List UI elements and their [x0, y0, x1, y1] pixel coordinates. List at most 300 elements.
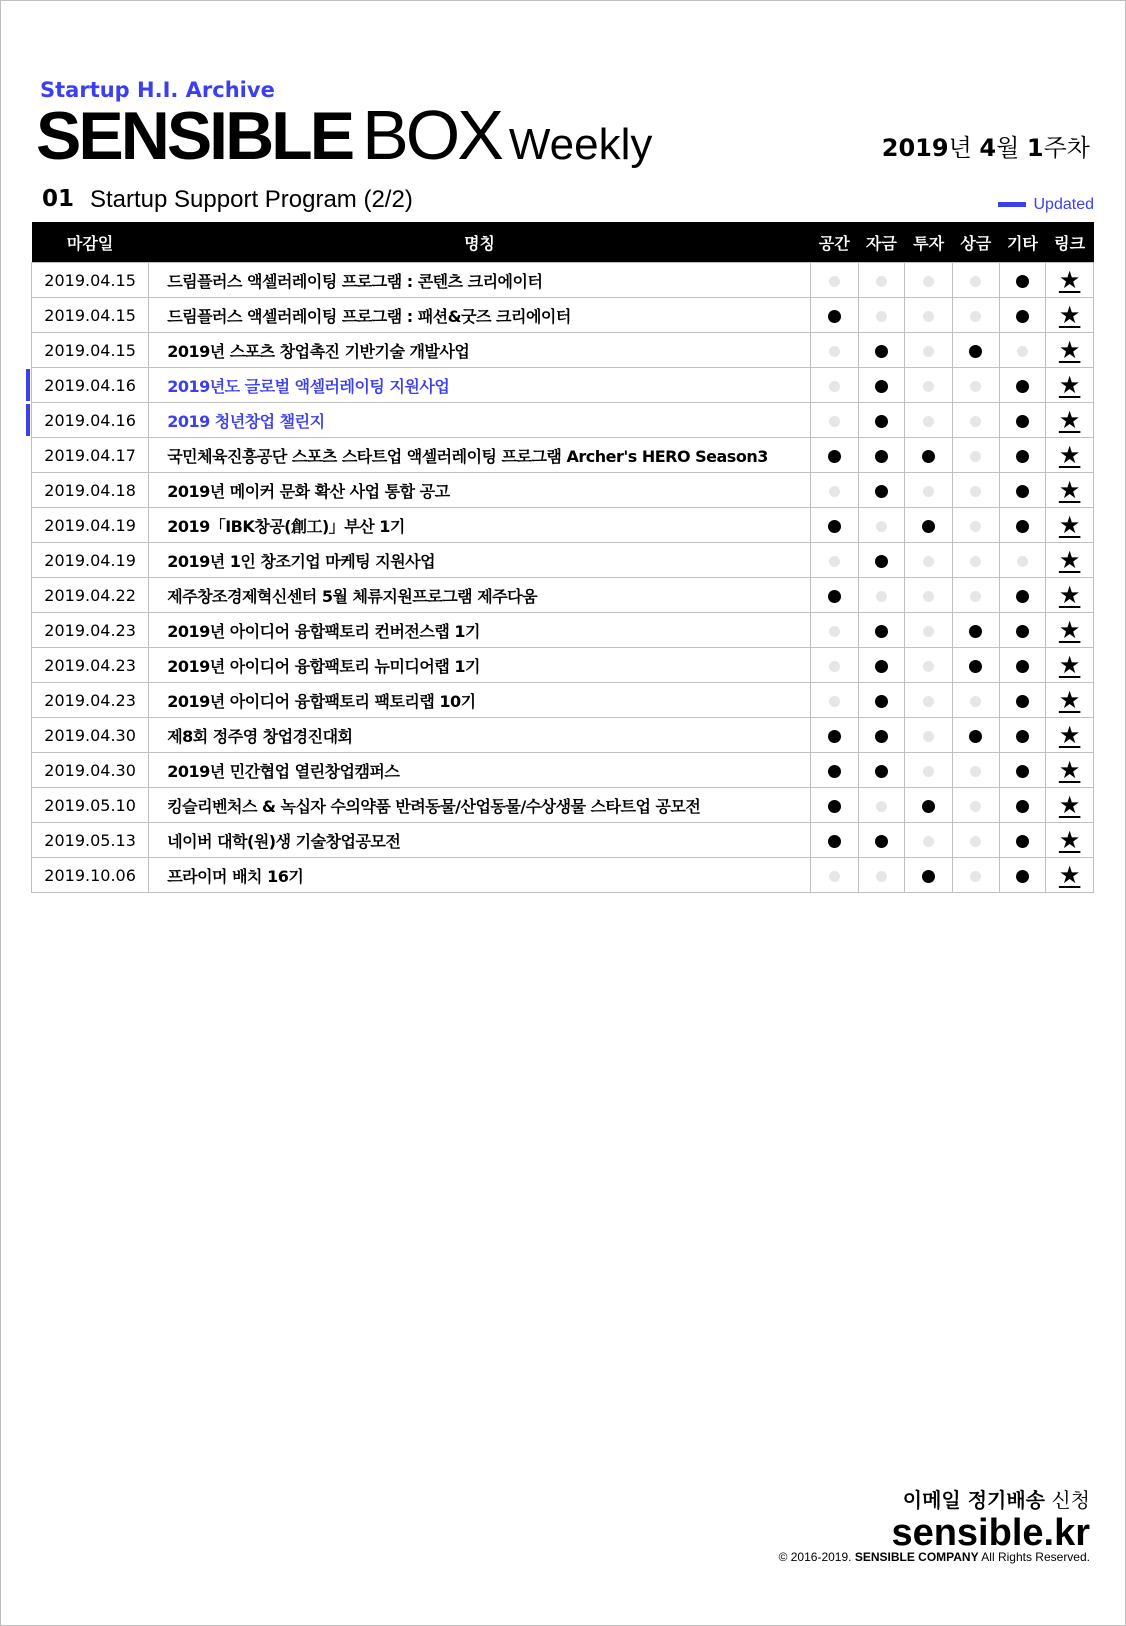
filled-dot-icon: [969, 345, 982, 358]
issue-month: 4: [979, 134, 997, 162]
link-cell[interactable]: [1046, 718, 1094, 753]
table-row: [32, 613, 1094, 648]
copyright: [779, 1550, 1090, 1564]
empty-dot-icon: [923, 276, 934, 287]
mark-cell-investment: [905, 683, 953, 718]
deadline-cell: 2019.04.15: [32, 298, 149, 333]
program-name-cell: 제8회 정주영 창업경진대회: [149, 718, 811, 753]
empty-dot-icon: [970, 451, 981, 462]
link-cell[interactable]: [1046, 438, 1094, 473]
program-name-cell: 2019년 스포츠 창업촉진 기반기술 개발사업: [149, 333, 811, 368]
filled-dot-icon: [875, 485, 888, 498]
link-cell[interactable]: [1046, 543, 1094, 578]
program-name-cell: 2019년 1인 창조기업 마케팅 지원사업: [149, 543, 811, 578]
deadline-cell: 2019.04.22: [32, 578, 149, 613]
mark-cell-funding: [858, 718, 905, 753]
mark-cell-investment: [905, 473, 953, 508]
filled-dot-icon: [875, 555, 888, 568]
empty-dot-icon: [923, 766, 934, 777]
filled-dot-icon: [828, 835, 841, 848]
filled-dot-icon: [969, 730, 982, 743]
col-header-name: 명칭: [149, 222, 811, 263]
link-cell[interactable]: [1046, 613, 1094, 648]
deadline-cell: 2019.04.15: [32, 333, 149, 368]
mark-cell-prize: [952, 368, 999, 403]
empty-dot-icon: [829, 416, 840, 427]
mark-cell-funding: [858, 823, 905, 858]
empty-dot-icon: [1017, 556, 1028, 567]
mark-cell-funding: [858, 858, 905, 893]
mark-cell-investment: [905, 858, 953, 893]
program-name-cell: 제주창조경제혁신센터 5월 체류지원프로그램 제주다움: [149, 578, 811, 613]
empty-dot-icon: [970, 871, 981, 882]
empty-dot-icon: [876, 801, 887, 812]
filled-dot-icon: [875, 380, 888, 393]
mark-cell-space: [810, 753, 858, 788]
mark-cell-etc: [999, 543, 1046, 578]
mark-cell-space: [810, 858, 858, 893]
link-cell[interactable]: [1046, 473, 1094, 508]
link-cell[interactable]: [1046, 333, 1094, 368]
mark-cell-funding: [858, 438, 905, 473]
empty-dot-icon: [829, 276, 840, 287]
masthead: [36, 96, 653, 174]
mark-cell-investment: [905, 613, 953, 648]
filled-dot-icon: [922, 870, 935, 883]
empty-dot-icon: [829, 696, 840, 707]
filled-dot-icon: [922, 800, 935, 813]
deadline-cell: 2019.04.30: [32, 718, 149, 753]
mark-cell-prize: [952, 333, 999, 368]
empty-dot-icon: [970, 521, 981, 532]
mark-cell-funding: [858, 683, 905, 718]
mark-cell-space: [810, 543, 858, 578]
subscribe-bold: 이메일 정기배송: [902, 1488, 1045, 1512]
empty-dot-icon: [970, 276, 981, 287]
filled-dot-icon: [875, 450, 888, 463]
empty-dot-icon: [829, 871, 840, 882]
copyright-prefix: © 2016-2019.: [778, 1550, 855, 1564]
company-name: SENSIBLE COMPANY: [854, 1550, 979, 1564]
link-cell[interactable]: [1046, 683, 1094, 718]
link-cell[interactable]: [1046, 648, 1094, 683]
empty-dot-icon: [970, 486, 981, 497]
filled-dot-icon: [969, 625, 982, 638]
empty-dot-icon: [970, 801, 981, 812]
star-link-icon[interactable]: ★: [1058, 266, 1081, 294]
filled-dot-icon: [1016, 870, 1029, 883]
mark-cell-funding: [858, 263, 905, 298]
empty-dot-icon: [923, 381, 934, 392]
deadline-cell: 2019.04.16: [32, 368, 149, 403]
mark-cell-prize: [952, 578, 999, 613]
empty-dot-icon: [923, 731, 934, 742]
star-link-icon[interactable]: ★: [1058, 301, 1081, 329]
link-cell[interactable]: [1046, 788, 1094, 823]
star-link-icon[interactable]: ★: [1058, 406, 1081, 434]
star-link-icon[interactable]: ★: [1058, 686, 1081, 714]
table-row: [32, 263, 1094, 298]
filled-dot-icon: [1016, 835, 1029, 848]
filled-dot-icon: [1016, 800, 1029, 813]
filled-dot-icon: [875, 835, 888, 848]
empty-dot-icon: [829, 346, 840, 357]
table-row: [32, 858, 1094, 893]
deadline-cell: 2019.04.16: [32, 403, 149, 438]
mark-cell-investment: [905, 788, 953, 823]
mark-cell-funding: [858, 578, 905, 613]
mark-cell-etc: [999, 333, 1046, 368]
program-name-cell: 킹슬리벤처스 & 녹십자 수의약품 반려동물/산업동물/수상생물 스타트업 공모전: [149, 788, 811, 823]
table-row: [32, 578, 1094, 613]
empty-dot-icon: [1017, 346, 1028, 357]
program-name-cell: 2019 청년창업 챌린지: [149, 403, 811, 438]
star-link-icon[interactable]: ★: [1058, 791, 1081, 819]
empty-dot-icon: [923, 416, 934, 427]
table-row: [32, 648, 1094, 683]
deadline-cell: 2019.04.23: [32, 613, 149, 648]
table-row: [32, 543, 1094, 578]
mark-cell-space: [810, 298, 858, 333]
filled-dot-icon: [875, 730, 888, 743]
issue-month-suffix: 월: [996, 134, 1027, 162]
col-header-link: 링크: [1046, 222, 1094, 263]
mark-cell-funding: [858, 788, 905, 823]
empty-dot-icon: [923, 486, 934, 497]
mark-cell-etc: [999, 473, 1046, 508]
mark-cell-investment: [905, 333, 953, 368]
mark-cell-etc: [999, 508, 1046, 543]
table-row: [32, 823, 1094, 858]
mark-cell-space: [810, 823, 858, 858]
mark-cell-investment: [905, 543, 953, 578]
mark-cell-space: [810, 718, 858, 753]
mark-cell-etc: [999, 368, 1046, 403]
filled-dot-icon: [1016, 590, 1029, 603]
mark-cell-funding: [858, 753, 905, 788]
mark-cell-funding: [858, 648, 905, 683]
empty-dot-icon: [876, 871, 887, 882]
mark-cell-investment: [905, 753, 953, 788]
program-name-cell: 2019년 민간협업 열린창업캠퍼스: [149, 753, 811, 788]
mark-cell-funding: [858, 613, 905, 648]
mark-cell-prize: [952, 753, 999, 788]
mark-cell-prize: [952, 508, 999, 543]
program-name-cell: 드림플러스 액셀러레이팅 프로그램 : 콘텐츠 크리에이터: [149, 263, 811, 298]
program-name-cell: 2019년 아이디어 융합팩토리 뉴미디어랩 1기: [149, 648, 811, 683]
filled-dot-icon: [1016, 380, 1029, 393]
empty-dot-icon: [876, 591, 887, 602]
brand-weekly: Weekly: [508, 120, 653, 169]
empty-dot-icon: [923, 556, 934, 567]
star-link-icon[interactable]: ★: [1058, 511, 1081, 539]
link-cell[interactable]: [1046, 508, 1094, 543]
mark-cell-etc: [999, 613, 1046, 648]
filled-dot-icon: [922, 520, 935, 533]
filled-dot-icon: [875, 695, 888, 708]
mark-cell-etc: [999, 648, 1046, 683]
mark-cell-space: [810, 613, 858, 648]
issue-week: 1: [1026, 134, 1044, 162]
col-header-funding: 자금: [858, 222, 905, 263]
filled-dot-icon: [875, 345, 888, 358]
deadline-cell: 2019.10.06: [32, 858, 149, 893]
empty-dot-icon: [970, 766, 981, 777]
empty-dot-icon: [970, 591, 981, 602]
mark-cell-etc: [999, 578, 1046, 613]
filled-dot-icon: [828, 730, 841, 743]
mark-cell-funding: [858, 368, 905, 403]
empty-dot-icon: [829, 661, 840, 672]
mark-cell-investment: [905, 298, 953, 333]
mark-cell-prize: [952, 683, 999, 718]
filled-dot-icon: [1016, 765, 1029, 778]
empty-dot-icon: [876, 311, 887, 322]
program-table: [31, 222, 1094, 893]
empty-dot-icon: [876, 276, 887, 287]
site-link[interactable]: sensible.kr: [891, 1512, 1090, 1554]
mark-cell-space: [810, 788, 858, 823]
mark-cell-funding: [858, 333, 905, 368]
mark-cell-prize: [952, 823, 999, 858]
col-header-investment: 투자: [905, 222, 953, 263]
link-cell[interactable]: [1046, 578, 1094, 613]
mark-cell-space: [810, 438, 858, 473]
filled-dot-icon: [1016, 485, 1029, 498]
table-row: [32, 368, 1094, 403]
filled-dot-icon: [828, 310, 841, 323]
table-row: [32, 473, 1094, 508]
filled-dot-icon: [875, 625, 888, 638]
mark-cell-funding: [858, 298, 905, 333]
deadline-cell: 2019.04.19: [32, 508, 149, 543]
brand-sensible: SENSIBLE: [36, 98, 353, 174]
table-row: [32, 333, 1094, 368]
mark-cell-etc: [999, 298, 1046, 333]
mark-cell-etc: [999, 438, 1046, 473]
deadline-cell: 2019.04.23: [32, 648, 149, 683]
mark-cell-investment: [905, 648, 953, 683]
mark-cell-funding: [858, 508, 905, 543]
mark-cell-space: [810, 683, 858, 718]
empty-dot-icon: [923, 591, 934, 602]
link-cell[interactable]: [1046, 263, 1094, 298]
table-row: [32, 508, 1094, 543]
deadline-cell: 2019.04.30: [32, 753, 149, 788]
star-link-icon[interactable]: ★: [1058, 581, 1081, 609]
filled-dot-icon: [875, 765, 888, 778]
star-link-icon[interactable]: ★: [1058, 616, 1081, 644]
col-header-deadline: 마감일: [32, 222, 149, 263]
program-name-cell: 드림플러스 액셀러레이팅 프로그램 : 패션&굿즈 크리에이터: [149, 298, 811, 333]
program-name-cell: 프라이머 배치 16기: [149, 858, 811, 893]
star-link-icon[interactable]: ★: [1058, 861, 1081, 889]
filled-dot-icon: [875, 660, 888, 673]
section-number: 01: [42, 186, 75, 212]
mark-cell-investment: [905, 403, 953, 438]
empty-dot-icon: [970, 556, 981, 567]
mark-cell-investment: [905, 823, 953, 858]
updated-bar-icon: [998, 202, 1026, 207]
empty-dot-icon: [970, 836, 981, 847]
filled-dot-icon: [1016, 695, 1029, 708]
issue-year-suffix: 년: [948, 134, 980, 162]
filled-dot-icon: [1016, 660, 1029, 673]
link-cell[interactable]: [1046, 858, 1094, 893]
mark-cell-etc: [999, 788, 1046, 823]
program-name-cell: 국민체육진흥공단 스포츠 스타트업 액셀러레이팅 프로그램 Archer's HERO Season3: [149, 438, 811, 473]
deadline-cell: 2019.05.13: [32, 823, 149, 858]
empty-dot-icon: [876, 521, 887, 532]
empty-dot-icon: [829, 486, 840, 497]
table-row: [32, 788, 1094, 823]
filled-dot-icon: [875, 415, 888, 428]
program-name-cell: 네이버 대학(원)생 기술창업공모전: [149, 823, 811, 858]
mark-cell-etc: [999, 753, 1046, 788]
deadline-cell: 2019.04.15: [32, 263, 149, 298]
empty-dot-icon: [970, 311, 981, 322]
mark-cell-funding: [858, 543, 905, 578]
empty-dot-icon: [923, 661, 934, 672]
star-link-icon[interactable]: ★: [1058, 546, 1081, 574]
mark-cell-investment: [905, 368, 953, 403]
empty-dot-icon: [923, 626, 934, 637]
updated-label: Updated: [1033, 196, 1094, 213]
empty-dot-icon: [923, 696, 934, 707]
subscribe-text[interactable]: [903, 1484, 1090, 1513]
mark-cell-funding: [858, 473, 905, 508]
mark-cell-space: [810, 578, 858, 613]
mark-cell-etc: [999, 718, 1046, 753]
col-header-etc: 기타: [999, 222, 1046, 263]
mark-cell-etc: [999, 263, 1046, 298]
star-link-icon[interactable]: ★: [1058, 476, 1081, 504]
mark-cell-prize: [952, 298, 999, 333]
subscribe-light: 신청: [1045, 1488, 1090, 1512]
link-cell[interactable]: [1046, 823, 1094, 858]
filled-dot-icon: [969, 660, 982, 673]
mark-cell-etc: [999, 683, 1046, 718]
mark-cell-prize: [952, 858, 999, 893]
mark-cell-prize: [952, 788, 999, 823]
col-header-space: 공간: [810, 222, 858, 263]
star-link-icon[interactable]: ★: [1058, 651, 1081, 679]
program-name-cell: 2019년 아이디어 융합팩토리 컨버전스랩 1기: [149, 613, 811, 648]
mark-cell-investment: [905, 718, 953, 753]
empty-dot-icon: [829, 626, 840, 637]
mark-cell-space: [810, 508, 858, 543]
empty-dot-icon: [829, 556, 840, 567]
deadline-cell: 2019.05.10: [32, 788, 149, 823]
filled-dot-icon: [1016, 275, 1029, 288]
star-link-icon[interactable]: ★: [1058, 826, 1081, 854]
issue-week-suffix: 주차: [1043, 134, 1090, 162]
mark-cell-space: [810, 473, 858, 508]
filled-dot-icon: [828, 765, 841, 778]
mark-cell-prize: [952, 473, 999, 508]
col-header-prize: 상금: [952, 222, 999, 263]
mark-cell-space: [810, 333, 858, 368]
star-link-icon[interactable]: ★: [1058, 756, 1081, 784]
empty-dot-icon: [970, 416, 981, 427]
deadline-cell: 2019.04.19: [32, 543, 149, 578]
empty-dot-icon: [923, 836, 934, 847]
archive-label: Startup H.I. Archive: [40, 78, 275, 102]
mark-cell-space: [810, 648, 858, 683]
mark-cell-etc: [999, 858, 1046, 893]
mark-cell-funding: [858, 403, 905, 438]
mark-cell-prize: [952, 438, 999, 473]
filled-dot-icon: [828, 450, 841, 463]
mark-cell-prize: [952, 403, 999, 438]
link-cell[interactable]: [1046, 753, 1094, 788]
mark-cell-etc: [999, 403, 1046, 438]
mark-cell-investment: [905, 438, 953, 473]
filled-dot-icon: [922, 450, 935, 463]
copyright-rights: All Rights Reserved.: [978, 1550, 1090, 1564]
issue-year: 2019: [881, 134, 949, 162]
star-link-icon[interactable]: ★: [1058, 336, 1081, 364]
table-row: [32, 718, 1094, 753]
filled-dot-icon: [1016, 730, 1029, 743]
program-name-cell: 2019년도 글로벌 액셀러레이팅 지원사업: [149, 368, 811, 403]
deadline-cell: 2019.04.17: [32, 438, 149, 473]
section-header: [42, 186, 1094, 216]
star-link-icon[interactable]: ★: [1058, 721, 1081, 749]
mark-cell-investment: [905, 578, 953, 613]
section-title: Startup Support Program (2/2): [90, 186, 413, 213]
link-cell[interactable]: [1046, 368, 1094, 403]
mark-cell-space: [810, 403, 858, 438]
mark-cell-prize: [952, 263, 999, 298]
mark-cell-investment: [905, 508, 953, 543]
filled-dot-icon: [828, 520, 841, 533]
link-cell[interactable]: [1046, 403, 1094, 438]
table-header-row: [32, 222, 1094, 263]
mark-cell-investment: [905, 263, 953, 298]
star-link-icon[interactable]: ★: [1058, 441, 1081, 469]
filled-dot-icon: [828, 590, 841, 603]
table-row: [32, 753, 1094, 788]
table-row: [32, 403, 1094, 438]
table-row: [32, 298, 1094, 333]
deadline-cell: 2019.04.18: [32, 473, 149, 508]
empty-dot-icon: [970, 696, 981, 707]
program-name-cell: 2019「IBK창공(創工)」부산 1기: [149, 508, 811, 543]
star-link-icon[interactable]: ★: [1058, 371, 1081, 399]
filled-dot-icon: [1016, 520, 1029, 533]
brand-box: BOX: [362, 96, 501, 174]
filled-dot-icon: [1016, 415, 1029, 428]
filled-dot-icon: [1016, 450, 1029, 463]
deadline-cell: 2019.04.23: [32, 683, 149, 718]
filled-dot-icon: [1016, 625, 1029, 638]
mark-cell-space: [810, 263, 858, 298]
mark-cell-prize: [952, 543, 999, 578]
empty-dot-icon: [923, 346, 934, 357]
updated-legend: [998, 196, 1095, 214]
empty-dot-icon: [829, 381, 840, 392]
mark-cell-prize: [952, 648, 999, 683]
table-row: [32, 438, 1094, 473]
mark-cell-prize: [952, 718, 999, 753]
link-cell[interactable]: [1046, 298, 1094, 333]
filled-dot-icon: [828, 800, 841, 813]
issue-date: [882, 128, 1090, 163]
table-row: [32, 683, 1094, 718]
mark-cell-prize: [952, 613, 999, 648]
empty-dot-icon: [970, 381, 981, 392]
